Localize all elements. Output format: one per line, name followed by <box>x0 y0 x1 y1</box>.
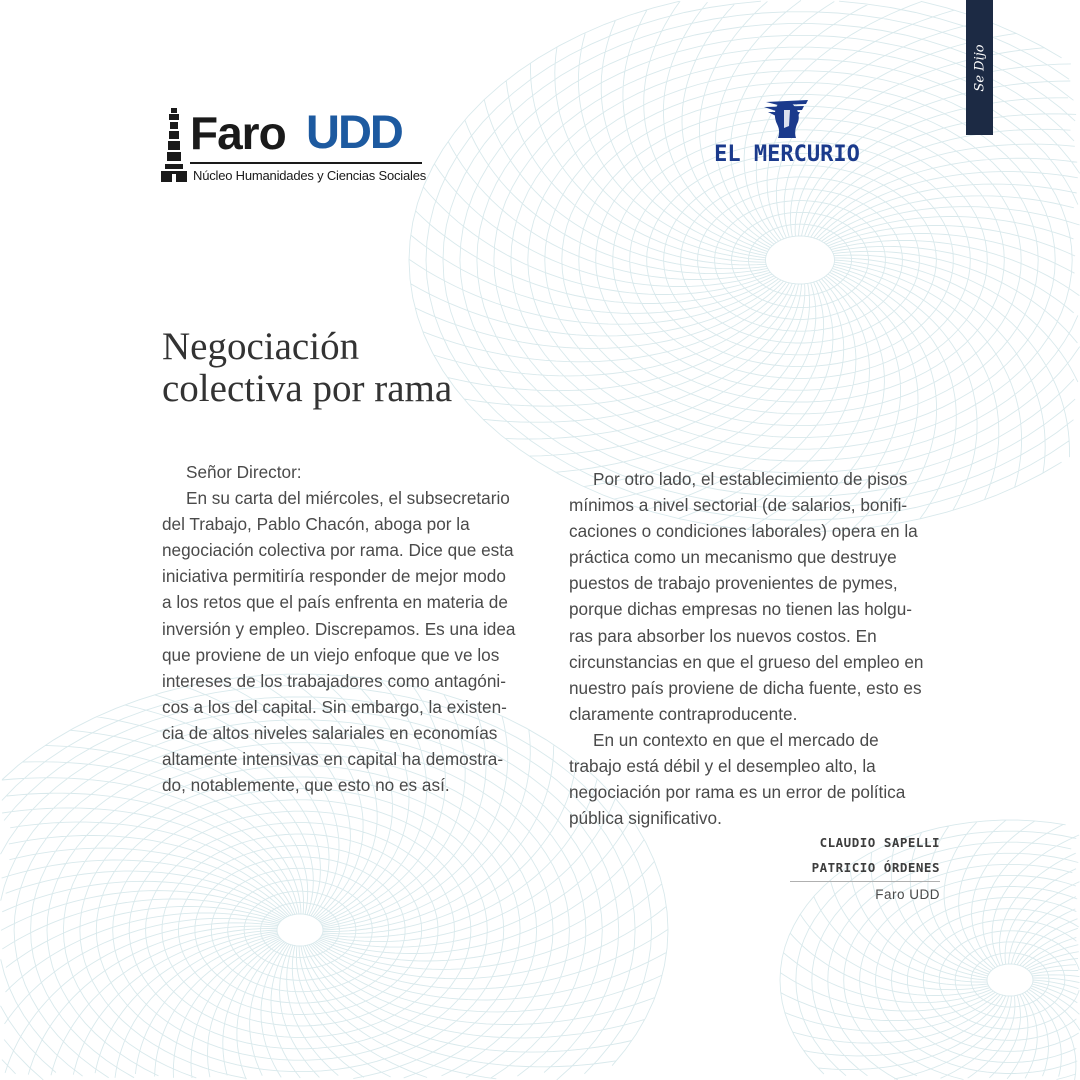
letter-signature <box>790 830 940 906</box>
lighthouse-icon <box>160 108 188 184</box>
article-headline <box>162 326 582 410</box>
text-line: que proviene de un viejo enfoque que ve los <box>162 644 500 665</box>
text-line: claramente contraproducente. <box>569 703 798 724</box>
text-line: iniciativa permitiría responder de mejor modo <box>162 566 506 587</box>
signature-divider <box>790 881 940 882</box>
text-line: nuestro país proviene de dicha fuente, esto es <box>569 677 922 698</box>
el-mercurio-wordmark: EL MERCURIO <box>714 142 860 167</box>
text-line: En un contexto en que el mercado de <box>593 729 879 750</box>
text-line: circunstancias en que el grueso del empleo en <box>569 651 924 672</box>
mercury-head-icon <box>762 96 812 140</box>
headline-line: Negociación <box>162 325 360 368</box>
el-mercurio-logo <box>674 96 900 170</box>
section-tab[interactable] <box>966 0 993 135</box>
text-line: Por otro lado, el establecimiento de pisos <box>593 469 908 489</box>
text-line: cos a los del capital. Sin embargo, la existen- <box>162 696 507 717</box>
section-tab-label: Se Dijo <box>972 44 987 92</box>
text-line: En su carta del miércoles, el subsecretario <box>186 488 510 509</box>
faro-udd-logo <box>160 104 428 186</box>
text-line: inversión y empleo. Discrepamos. Es una idea <box>162 618 516 639</box>
text-line: do, notablemente, que esto no es así. <box>162 775 450 796</box>
letter-right-column <box>569 466 941 831</box>
signatory-name: CLAUDIO SAPELLI <box>819 835 940 850</box>
text-line: intereses de los trabajadores como antagóni- <box>162 670 506 691</box>
text-line: cia de altos niveles salariales en economías <box>162 722 498 743</box>
headline-line: colectiva por rama <box>162 367 453 410</box>
text-line: a los retos que el país enfrenta en materia de <box>162 592 508 613</box>
text-line: caciones o condiciones laborales) opera en la <box>569 521 918 542</box>
text-line: práctica como un mecanismo que destruye <box>569 547 897 568</box>
text-line: trabajo está débil y el desempleo alto, la <box>569 756 876 777</box>
signatory-name: PATRICIO ÓRDENES <box>811 860 940 875</box>
text-line: porque dichas empresas no tienen las holgu- <box>569 599 913 620</box>
udd-wordmark: UDD <box>306 105 402 158</box>
text-line: puestos de trabajo provenientes de pymes, <box>569 573 898 594</box>
salutation: Señor Director: <box>186 462 302 482</box>
text-line: ras para absorber los nuevos costos. En <box>569 625 877 646</box>
text-line: mínimos a nivel sectorial (de salarios, bonifi- <box>569 495 908 516</box>
logo-divider <box>190 162 422 164</box>
signatory-organization: Faro UDD <box>875 887 940 902</box>
letter-left-column <box>162 459 542 798</box>
faro-subtitle: Núcleo Humanidades y Ciencias Sociales <box>193 168 427 183</box>
text-line: negociación por rama es un error de política <box>569 782 906 803</box>
text-line: altamente intensivas en capital ha demostra- <box>162 749 504 770</box>
text-line: negociación colectiva por rama. Dice que esta <box>162 540 514 561</box>
faro-wordmark: Faro <box>190 107 286 159</box>
text-line: pública significativo. <box>569 808 722 829</box>
text-line: del Trabajo, Pablo Chacón, aboga por la <box>162 514 470 535</box>
